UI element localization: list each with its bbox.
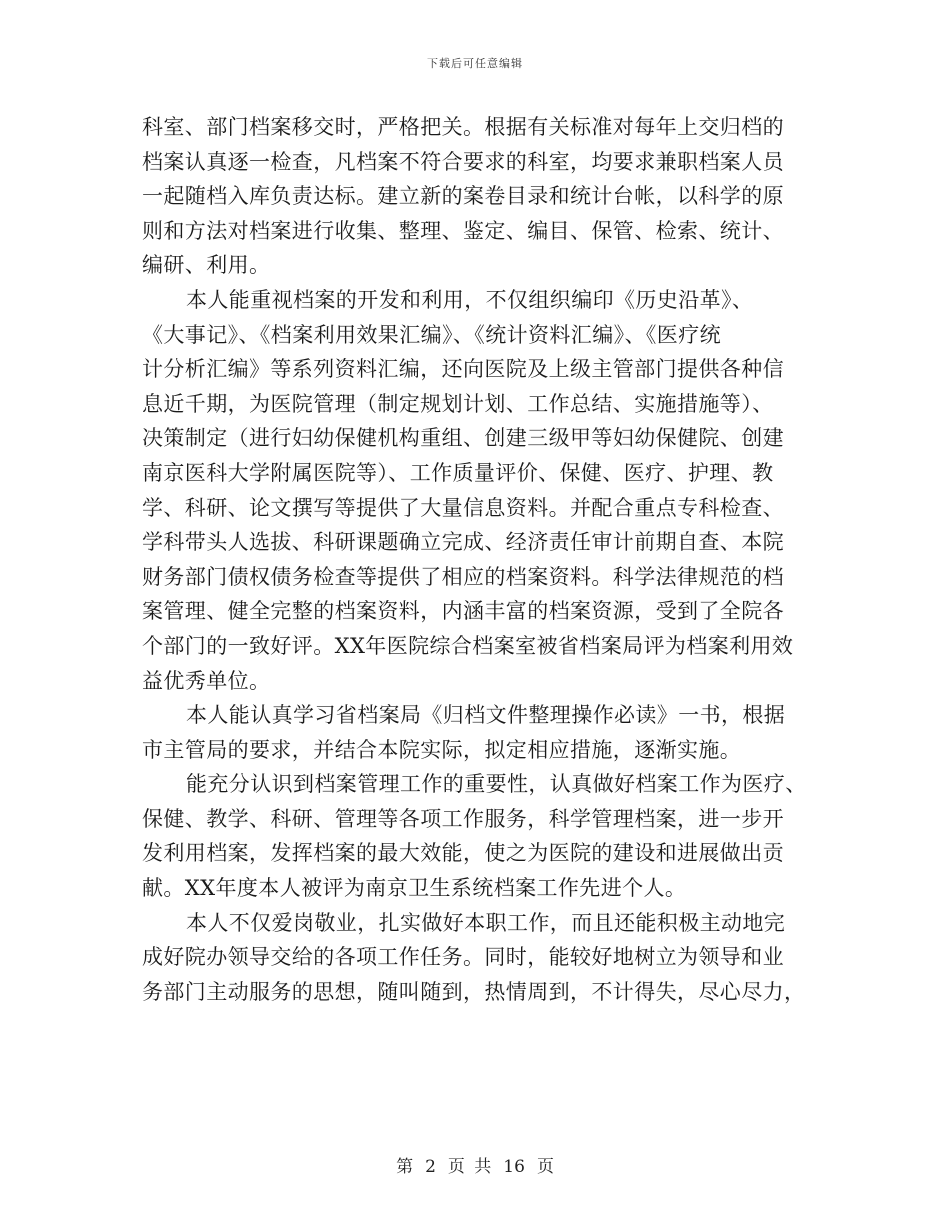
footer-page-number: 2 xyxy=(425,1157,436,1177)
text-line: 《大事记》、《档案利用效果汇编》、《统计资料汇编》、《医疗统 xyxy=(142,322,721,347)
text-line: 益优秀单位。 xyxy=(142,668,271,693)
text-line: 本人能重视档案的开发和利用，不仅组织编印《历史沿革》、 xyxy=(186,287,754,312)
text-line: 科室、部门档案移交时，严格把关。根据有关标准对每年上交归档的 xyxy=(142,115,784,139)
text-line: 献。XX年度本人被评为南京卫生系统档案工作先进个人。 xyxy=(142,876,687,901)
text-line: 南京医科大学附属医院等）、工作质量评价、保健、医疗、护理、教 xyxy=(142,460,774,485)
footer-prefix: 第 xyxy=(396,1157,414,1177)
text-line: 务部门主动服务的思想，随叫随到，热情周到，不计得失，尽心尽力， xyxy=(142,979,806,1004)
text-line: 能充分认识到档案管理工作的重要性，认真做好档案工作为医疗、 xyxy=(186,772,807,797)
text-line: 保健、教学、科研、管理等各项工作服务，科学管理档案，进一步开 xyxy=(142,806,784,831)
page-header: 下载后可任意编辑 xyxy=(427,57,523,70)
footer-total-pages: 16 xyxy=(503,1157,525,1177)
text-line: 个部门的一致好评。XX年医院综合档案室被省档案局评为档案利用效 xyxy=(142,633,794,658)
text-line: 案管理、健全完整的档案资料，内涵丰富的档案资源，受到了全院各 xyxy=(142,599,784,624)
text-line: 计分析汇编》等系列资料汇编，还向医院及上级主管部门提供各种信 xyxy=(142,357,784,382)
footer-mid: 页 共 xyxy=(447,1157,492,1177)
text-line: 本人能认真学习省档案局《归档文件整理操作必读》一书，根据 xyxy=(186,703,786,728)
document-body xyxy=(142,110,812,1009)
text-line: 一起随档入库负责达标。建立新的案卷目录和统计台帐，以科学的原 xyxy=(142,184,784,209)
text-line: 发利用档案，发挥档案的最大效能，使之为医院的建设和进展做出贡 xyxy=(142,841,784,866)
text-line: 则和方法对档案进行收集、整理、鉴定、编目、保管、检索、统计、 xyxy=(142,218,784,243)
page-footer xyxy=(0,1152,950,1177)
text-line: 市主管局的要求，并结合本院实际，拟定相应措施，逐渐实施。 xyxy=(142,737,742,762)
text-line: 决策制定（进行妇幼保健机构重组、创建三级甲等妇幼保健院、创建 xyxy=(142,426,784,451)
text-line: 息近千期，为医院管理（制定规划计划、工作总结、实施措施等）、 xyxy=(142,391,774,416)
text-line: 学科带头人选拔、科研课题确立完成、经济责任审计前期自查、本院 xyxy=(142,530,784,555)
text-line: 财务部门债权债务检查等提供了相应的档案资料。科学法律规范的档 xyxy=(142,564,784,589)
footer-suffix: 页 xyxy=(536,1157,554,1177)
text-line: 档案认真逐一检查，凡档案不符合要求的科室，均要求兼职档案人员 xyxy=(142,149,784,174)
text-line: 学、科研、论文撰写等提供了大量信息资料。并配合重点专科检查、 xyxy=(142,495,784,520)
text-line: 编研、利用。 xyxy=(142,253,271,278)
text-line: 本人不仅爱岗敬业，扎实做好本职工作，而且还能积极主动地完 xyxy=(186,910,786,935)
text-line: 成好院办领导交给的各项工作任务。同时，能较好地树立为领导和业 xyxy=(142,945,784,970)
